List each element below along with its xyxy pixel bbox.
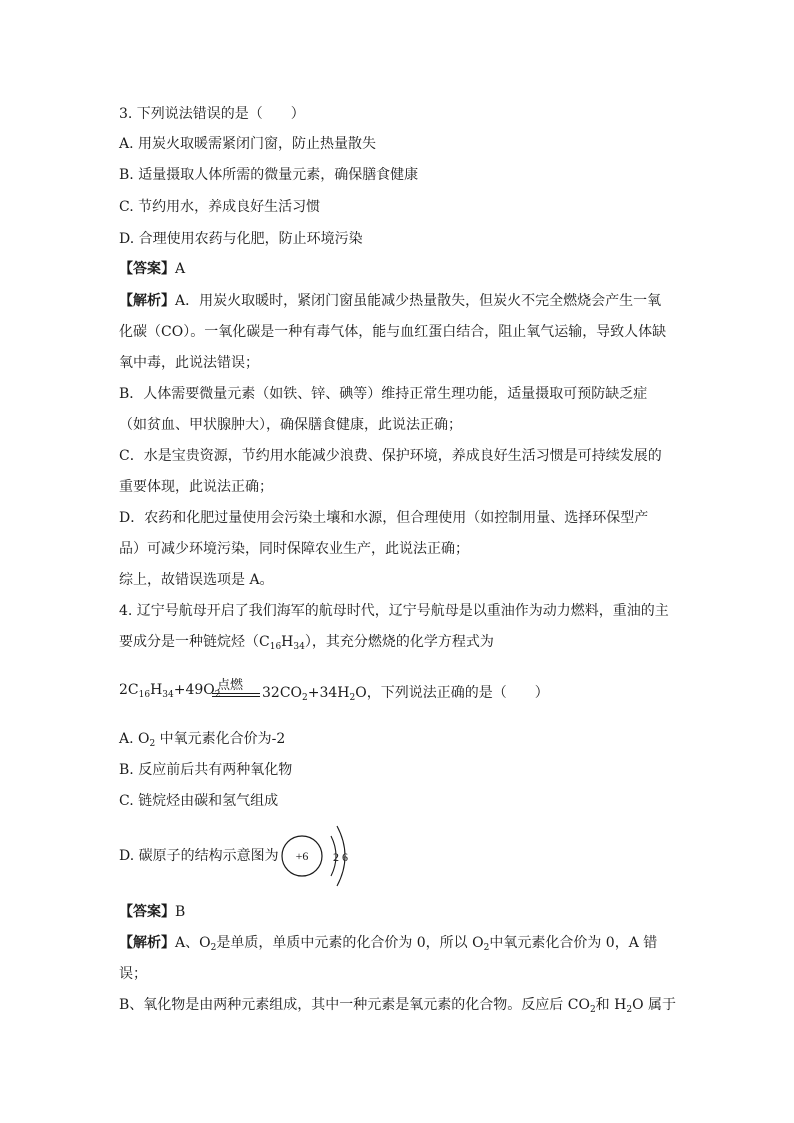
q3-analysis-line-4: B．人体需要微量元素（如铁、锌、碘等）维持正常生理功能，适量摄取可预防缺乏症: [119, 386, 648, 402]
q4-stem-line-1: 4. 辽宁号航母开启了我们海军的航母时代，辽宁号航母是以重油作为动力燃料，重油的主: [119, 603, 669, 619]
q4-option-a: A. $O_2$ 中氧元素化合价为-2: [119, 731, 286, 749]
q3-analysis-line-6: C．水是宝贵资源，节约用水能减少浪费、保护环境，养成良好生活习惯是可持续发展的: [119, 448, 662, 464]
analysis-label: 【解析】: [119, 935, 175, 951]
equation-products: $32CO_2+34H_2O$，下列说法正确的是（ ）: [262, 685, 549, 703]
q3-analysis-line-2: 化碳（CO）。一氧化碳是一种有毒气体，能与血红蛋白结合，阻止氧气运输，导致人体缺: [119, 324, 667, 340]
reaction-condition: 点燃: [217, 678, 244, 693]
q3-summary: 综上，故错误选项是 A。: [119, 572, 274, 588]
equation-reactants: $2C_{16}H_{34}+49O_2$: [119, 682, 221, 700]
q4-option-c: C. 链烷烃由碳和氢气组成: [119, 793, 279, 809]
carbon-atom-structure-diagram: [279, 822, 359, 890]
q3-analysis-line-5: （如贫血、甲状腺肿大），确保膳食健康，此说法正确；: [119, 417, 462, 433]
q3-answer: [119, 259, 185, 279]
q4-option-b: B. 反应前后共有两种氧化物: [119, 762, 293, 778]
analysis-label: 【解析】: [119, 293, 175, 309]
answer-value: B: [175, 904, 186, 920]
q3-option-d: D. 合理使用农药与化肥，防止环境污染: [119, 231, 363, 247]
answer-value: A: [175, 261, 186, 277]
q3-option-c: C. 节约用水，养成良好生活习惯: [119, 199, 321, 215]
q3-analysis-line-9: 品）可减少环境污染，同时保障农业生产，此说法正确；: [119, 541, 469, 557]
q4-answer: [119, 902, 185, 922]
q4-analysis-line-2: 误；: [119, 966, 147, 982]
q4-analysis-line-3: B、氧化物是由两种元素组成，其中一种元素是氧元素的化合物。反应后 $CO_2$和 $H_2O$ 属于: [119, 997, 677, 1015]
q4-stem-line-2: 要成分是一种链烷烃$(C_{16}H_{34})$，其充分燃烧的化学方程式为: [119, 634, 494, 652]
nucleus-charge: +6: [295, 849, 309, 863]
q4-option-d: D. 碳原子的结构示意图为: [119, 848, 279, 864]
answer-label: 【答案】: [119, 904, 175, 920]
q3-analysis-line-8: D．农药和化肥过量使用会污染土壤和水源，但合理使用（如控制用量、选择环保型产: [119, 510, 649, 526]
q4-analysis-line-1: 【解析】A、$O_2$是单质，单质中元素的化合价为 0，所以 $O_2$中氧元素化合价为 0，A 错: [119, 935, 658, 953]
q3-option-b: B. 适量摄取人体所需的微量元素，确保膳食健康: [119, 167, 419, 183]
q3-option-a: A. 用炭火取暖需紧闭门窗，防止热量散失: [119, 136, 377, 152]
q3-stem: 3. 下列说法错误的是（ ）: [119, 106, 305, 122]
analysis-text: A．用炭火取暖时，紧闭门窗虽能减少热量散失，但炭火不完全燃烧会产生一氧: [175, 293, 662, 309]
shell-2-electrons: 6: [342, 850, 348, 864]
q3-analysis-line-1: [119, 291, 661, 311]
q3-analysis-line-3: 氧中毒，此说法错误；: [119, 355, 259, 371]
shell-1-electrons: 2: [333, 850, 339, 864]
answer-label: 【答案】: [119, 261, 175, 277]
q3-analysis-line-7: 重要体现，此说法正确；: [119, 479, 273, 495]
